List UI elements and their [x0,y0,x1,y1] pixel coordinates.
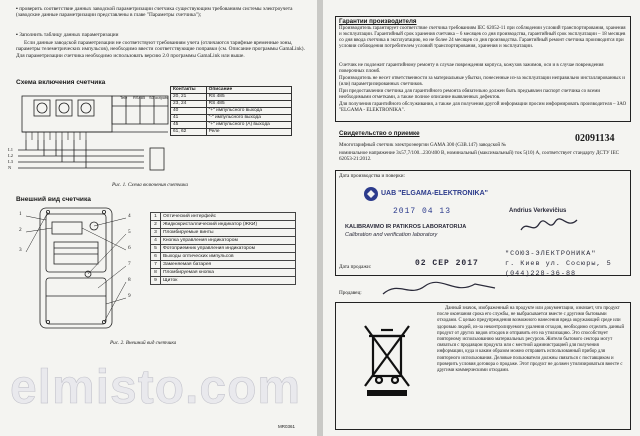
sale-date-label: Дата продажи: [339,264,372,270]
line-label-l3: L3 [8,159,13,164]
seller-label: Продавец: [339,290,362,296]
part-number: 2 [151,221,161,229]
inspector-name: Andrius Verkevičius [509,208,567,214]
description-cell: "+" импульсного (А) выхода [206,122,291,129]
contacts-table [170,86,292,136]
intro-bullet-1: ▪ проверить соответствие данных заводской параметризации счетчика существующим требованиям системы электроучета (заводские данные параметризации представлены в главе "Параметры счетчика"); [16,6,306,19]
disposal-text: Данный значок, изображенный на продукте или документации, означает, что продукт после окончания срока его службы, не выбрасывается вместе с другими бытовыми отходами. С целью предупреждения возможного нанесения вреда окружающей среде или здоровью людей, из-за неконтролируемого удаления отходов, необходимо отделить данный продукт от других видов отходов и отправить его на утилизацию. Это способствует повторному использованию материальных ресурсов. Жители бытового сектора могут связаться с продавцом продукта или с местной администрацией для получения информации, куда и каким образом можно отправить использованный прибор для повторного использования. Деловые пользователи должны связаться с поставщиком и проверить условия договора о продаже. Этот продукт не должен утилизироваться вместе с другими коммерческими отходами. [437,306,625,374]
acceptance-line-2: номинальное напряжение 3х57,7/100...230/400 В, номинальный (максимальный) ток 5(10) А, соответствует стандарту ДСТУ IEC 62053-21:2012. [339,150,620,163]
description-cell: RS 485 [206,101,291,108]
contacts-header-contacts: Контакты [171,87,207,94]
part-name: Пломбируемая кнопка [161,269,296,277]
terminal-label-rs485: RS485 [133,95,146,100]
contact-cell: 20, 21 [171,94,207,101]
table-row [151,261,296,269]
recycle-bin-crossed-icon [359,320,415,400]
table-row [151,229,296,237]
part-number: 7 [151,261,161,269]
warranty-paragraph-1: Производитель гарантирует соответствие счетчика требованиям IEC 62052-11 при соблюдении условий транспортирования, хранения и эксплуатации. Гарантийный срок хранения счетчика – 6 месяцев со дня производства, гарантийный срок эксплуатации – 18 месяцев со дня ввода счетчика в эксплуатацию, но не более 24 месяцев со дня производства. Гарантийный ремонт счетчика производится при условии соблюдения потребителем условий транспортирования, хранения и эксплуатации. [339,26,626,50]
part-name: Оптический интерфейс [161,213,296,221]
inspector-signature [519,216,579,236]
intro-bullet-2: ▪ Заполнить таблицу данных параметризации [16,32,306,38]
warranty-paragraph-4: При предоставлении счетчика для гарантийного ремонта обязательно должен быть предъявлен паспорт счетчика со всеми необходимыми отметками, а также полное описание выявленных дефектов. [339,89,601,101]
contacts-header-description: Описание [206,87,291,94]
table-row [171,94,292,101]
description-cell: Реле [206,129,291,136]
callout-1: 1 [19,211,22,217]
acceptance-title: Свидетельство о приемке [339,130,420,137]
line-label-l1: L1 [8,147,13,152]
wiring-heading: Схема включения счетчика [16,79,106,86]
part-name: Пломбируемые винты [161,229,296,237]
table-row [171,101,292,108]
seller-stamp-line-1: "СОЮЗ-ЭЛЕКТРОНИКА" [505,250,597,258]
callout-7: 7 [128,261,131,267]
part-number: 1 [151,213,161,221]
part-name: Заменяемая батарея [161,261,296,269]
table-row [151,221,296,229]
callout-5: 5 [128,229,131,235]
part-name: Кнопка управления индикатором [161,237,296,245]
part-number: 9 [151,277,161,285]
contact-cell: 40 [171,108,207,115]
part-number: 6 [151,253,161,261]
description-cell: RS 485 [206,94,291,101]
terminal-label-tele: Tele [120,95,128,100]
callout-9: 9 [128,293,131,299]
part-name: Щиток [161,277,296,285]
table-row [151,277,296,285]
part-name: Фотоприемник управления индикатором [161,245,296,253]
callout-4: 4 [128,213,131,219]
meter-parts-table [150,212,296,285]
sale-date-stamp: 02 СЕР 2017 [415,259,479,268]
seller-stamp-line-3: (044)228-36-88 [505,270,577,278]
description-cell: "+" импульсного выхода [206,108,291,115]
callout-6: 6 [128,245,131,251]
seller-signature [379,276,499,300]
table-row [151,245,296,253]
intro-paragraph: Если данные заводской параметризации не соответствуют требованиям учета (отличаются тарифные временные зоны, параметры телеметрических импульсов), необходимо ввести соответствующие поправки (см. Описание программы GamaLink). Для параметризации счетчика необходимо использовать версию 2.0 программы GamaLink или выше. [16,40,305,59]
table-row [171,115,292,122]
meter-drawing [18,204,134,332]
manual-left-page [0,0,317,436]
part-name: Выходы оптических импульсов [161,253,296,261]
page-number: MR0361 [278,424,296,429]
line-label-n: N [8,165,12,170]
part-number: 4 [151,237,161,245]
manual-right-page [323,0,640,436]
warranty-paragraph-2: Счетчик не подлежит гарантийному ремонту в случае повреждения корпуса, кожухов зажимов, оси и в случае повреждения поверочных пломб. [339,63,604,75]
table-row [171,108,292,115]
part-number: 8 [151,269,161,277]
callout-2: 2 [19,227,22,233]
contact-cell: 61, 62 [171,129,207,136]
line-label-l2: L2 [8,153,13,158]
part-number: 5 [151,245,161,253]
production-date-label: Дата производства и поверки: [339,173,405,179]
terminal-label-s0: S0 outputs [149,95,169,100]
contact-cell: 23, 24 [171,101,207,108]
acceptance-line-1: Многотарифный счетчик электроэнергии GAMA 300 (G3B.147) заводской № [339,142,507,148]
table-row [151,253,296,261]
lab-name: KALIBRAVIMO IR PATIKROS LABORATORIJA [345,224,467,230]
meter-heading: Внешний вид счетчика [16,196,91,203]
table-row [151,237,296,245]
production-date-stamp: 2017 04 13 [393,207,452,216]
warranty-paragraph-3: Производитель не несет ответственности за материальные убытки, понесенные из-за эксплуатации неправильно инсталлированных и (или) параметризированных счетчиков. [339,76,625,88]
company-logo-icon [363,186,379,202]
callout-3: 3 [19,247,22,253]
serial-number: 02091134 [575,133,615,144]
meter-caption: Рис. 2. Внешний вид счетчика [110,340,177,346]
table-row [151,213,296,221]
description-cell: "-" импульсного выхода [206,115,291,122]
contact-cell: 45 [171,122,207,129]
callout-8: 8 [128,277,131,283]
warranty-paragraph-5: Для получения гарантийного обслуживания, а также для получения другой информации просим информировать производителя – ЗАО "ELGAMA - ELEKTRONIKA". [339,102,627,114]
watermark: elmisto.com [10,361,302,414]
table-row [151,269,296,277]
wiring-caption: Рис. 1. Схема включения счетчика [112,182,188,188]
company-stamp: UAB "ELGAMA-ELEKTRONIKA" [381,190,488,197]
warranty-title: Гарантии производителя [339,18,417,25]
part-number: 3 [151,229,161,237]
part-name: Жидкокристаллический индикатор (ЖКИ) [161,221,296,229]
seller-stamp-line-2: г. Киев ул. Сосюры, 5 [505,260,612,268]
lab-subtitle: Calibration and verification laboratory [345,232,438,238]
table-row [171,129,292,136]
contact-cell: 41 [171,115,207,122]
table-row [171,122,292,129]
